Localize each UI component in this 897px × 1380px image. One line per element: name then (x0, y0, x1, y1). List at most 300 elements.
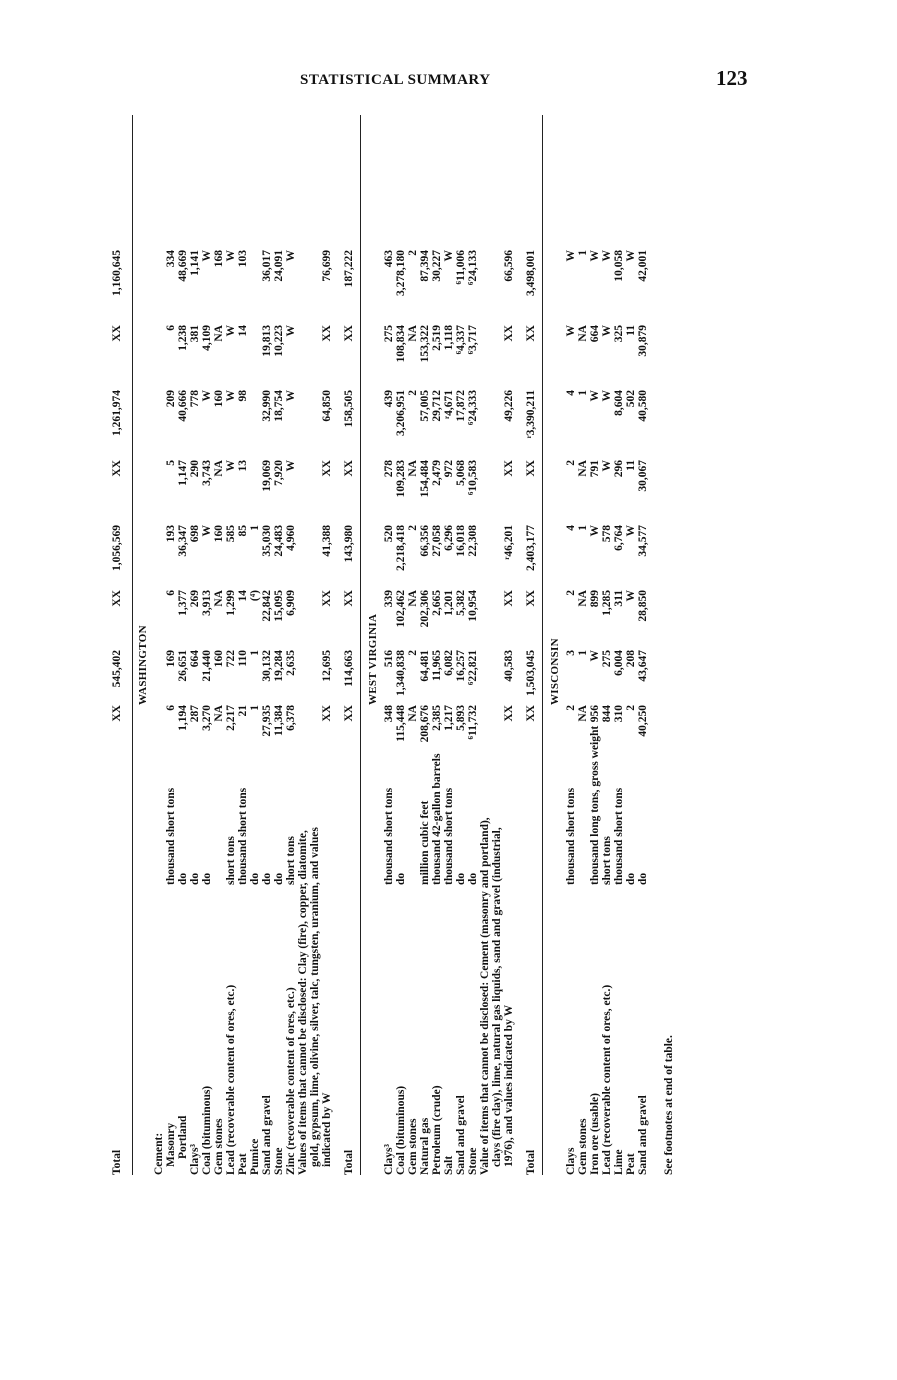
section-1-row-7-value-5: W (225, 460, 237, 472)
section-1-row-15-label: indicated by W (321, 1092, 333, 1167)
section-1-row-3-value-4: 36,347 (177, 525, 189, 557)
section-2-row-4-unit: million cubic feet (419, 800, 431, 885)
section-2-row-2-value-7: 108,834 (395, 325, 407, 363)
section-2-row-7-value-6: 17,872 (455, 390, 467, 422)
section-3-row-2-value-8: 1 (577, 250, 589, 256)
section-3-row-5-value-8: 10,058 (613, 250, 625, 282)
section-3-row-4-value-4: 578 (601, 525, 613, 543)
section-3-row-7-value-2: 43,647 (637, 650, 649, 682)
section-3-row-7-value-6: 40,580 (637, 390, 649, 422)
section-1-divider (360, 115, 361, 1175)
section-2-row-9-label: Value of items that cannot be disclosed: Cement (masonry and portland), (479, 817, 491, 1175)
section-2-row-4-value-4: 66,356 (419, 525, 431, 557)
section-1-row-15-value-2: 12,695 (321, 650, 333, 682)
section-1-row-8-value-1: 21 (237, 705, 249, 717)
section-2-row-1-value-7: 275 (383, 325, 395, 343)
section-3-row-6-value-5: 11 (625, 460, 637, 471)
section-3-row-1-value-3: 2 (565, 590, 577, 596)
section-2-row-1-value-2: 516 (383, 650, 395, 668)
section-3-row-6-value-7: 11 (625, 325, 637, 336)
top-total-value-3: XX (111, 590, 123, 607)
section-3-row-4-value-3: 1,285 (601, 590, 613, 616)
section-2-row-4-value-3: 202,306 (419, 590, 431, 628)
section-3-row-4-value-1: 844 (601, 705, 613, 723)
section-1-row-6-value-6: 160 (213, 390, 225, 408)
section-2-row-4-value-1: 208,676 (419, 705, 431, 743)
section-1-row-6-value-4: 160 (213, 525, 225, 543)
section-3-row-1-value-1: 2 (565, 705, 577, 711)
section-1-row-11-label: Stone (273, 1147, 285, 1175)
section-2-row-5-unit: thousand 42-gallon barrels (431, 753, 443, 885)
section-1-row-4-unit: do (189, 872, 201, 885)
section-2-row-11-value-2: 40,583 (503, 650, 515, 682)
section-2-row-2-unit: do (395, 872, 407, 885)
section-1-total-value-4: 143,980 (343, 525, 355, 563)
section-1-row-3-label: Portland (177, 1115, 189, 1159)
section-2-row-8-value-7: ⁶3,717 (467, 325, 479, 355)
section-2-row-8-value-1: ⁶11,732 (467, 705, 479, 740)
section-1-total-label: Total (343, 1149, 355, 1175)
section-2-row-7-value-4: 16,018 (455, 525, 467, 557)
section-3-row-3-value-5: 791 (589, 460, 601, 478)
section-2-row-3-label: Gem stones (407, 1118, 419, 1175)
section-2-row-5-value-8: 30,227 (431, 250, 443, 282)
section-1-row-2-value-5: 5 (165, 460, 177, 466)
section-2-row-7-unit: do (455, 872, 467, 885)
section-1-row-11-value-2: 19,284 (273, 650, 285, 682)
section-1-row-8-value-2: 110 (237, 650, 249, 667)
section-1-row-7-unit: short tons (225, 836, 237, 885)
section-3-row-5-value-4: 6,764 (613, 525, 625, 551)
section-1-total-value-6: 158,505 (343, 390, 355, 428)
section-3-row-4-label: Lead (recoverable content of ores, etc.) (601, 984, 613, 1175)
section-3-row-1-value-4: 4 (565, 525, 577, 531)
section-1-row-6-value-7: NA (213, 325, 225, 342)
section-3-row-2-label: Gem stones (577, 1118, 589, 1175)
section-2-row-3-value-2: 2 (407, 650, 419, 656)
section-1-row-3-value-6: 40,666 (177, 390, 189, 422)
section-3-row-6-value-6: 502 (625, 390, 637, 408)
section-2-row-4-label: Natural gas (419, 1117, 431, 1175)
section-3-row-6-unit: do (625, 872, 637, 885)
divider-line (132, 115, 133, 1175)
section-3-row-2-value-3: NA (577, 590, 589, 607)
section-2-row-1-value-6: 439 (383, 390, 395, 408)
section-1-row-12-value-7: W (285, 325, 297, 337)
section-3-row-6-value-8: W (625, 250, 637, 262)
section-1-row-10-value-7: 19,813 (261, 325, 273, 357)
page-number: 123 (716, 66, 748, 90)
section-1-row-7-value-6: W (225, 390, 237, 402)
section-1-row-12-value-8: W (285, 250, 297, 262)
section-3-row-4-value-5: W (601, 460, 613, 472)
section-1-row-5-value-2: 21,440 (201, 650, 213, 682)
section-1-row-10-value-2: 30,132 (261, 650, 273, 682)
section-3-row-2-value-6: 1 (577, 390, 589, 396)
section-2-total-value-2: 1,503,045 (525, 650, 537, 696)
section-1-row-4-value-6: 778 (189, 390, 201, 408)
section-1-total-value-1: XX (343, 705, 355, 722)
section-2-state-heading: WEST VIRGINIA (367, 613, 379, 705)
section-1-row-4-value-7: 381 (189, 325, 201, 343)
section-1-row-6-value-3: NA (213, 590, 225, 607)
section-1-row-12-unit: short tons (285, 836, 297, 885)
section-1-row-15-value-8: 76,699 (321, 250, 333, 282)
section-2-row-8-value-2: ⁶22,821 (467, 650, 479, 686)
section-1-row-7-value-2: 722 (225, 650, 237, 668)
section-1-row-8-unit: thousand short tons (237, 787, 249, 885)
section-1-row-12-value-1: 6,378 (285, 705, 297, 731)
section-3-row-5-value-1: 310 (613, 705, 625, 723)
footnote-text: See footnotes at end of table. (663, 1035, 675, 1175)
section-3-row-7-value-8: 42,001 (637, 250, 649, 282)
section-2-row-1-value-4: 520 (383, 525, 395, 543)
section-2-row-11-value-7: XX (503, 325, 515, 342)
section-2-row-8-value-3: 10,954 (467, 590, 479, 622)
section-1-row-3-unit: do (177, 872, 189, 885)
section-1-row-2-value-2: 169 (165, 650, 177, 668)
section-3-row-4-value-6: W (601, 390, 613, 402)
section-2-row-4-value-7: 153,322 (419, 325, 431, 363)
section-1-row-12-value-4: 4,960 (285, 525, 297, 551)
section-1-row-13-label: Values of items that cannot be disclosed: Clay (fire), copper, diatomite, (297, 830, 309, 1175)
section-1-row-5-unit: do (201, 872, 213, 885)
section-2-row-7-value-5: 5,068 (455, 460, 467, 486)
section-1-row-12-value-3: 6,909 (285, 590, 297, 616)
section-2-row-3-value-1: NA (407, 705, 419, 722)
section-2-row-7-label: Sand and gravel (455, 1095, 467, 1175)
section-1-row-3-value-5: 1,147 (177, 460, 189, 486)
section-1-row-2-value-1: 6 (165, 705, 177, 711)
section-2-row-10-label: clays (fire clay), lime, natural gas liquids, sand and gravel (industrial, (491, 827, 503, 1167)
statistical-table (110, 115, 700, 1175)
section-1-row-15-value-3: XX (321, 590, 333, 607)
section-1-row-3-value-8: 48,669 (177, 250, 189, 282)
section-2-total-value-3: XX (525, 590, 537, 607)
section-2-row-2-value-2: 1,340,838 (395, 650, 407, 696)
section-2-row-5-value-6: 29,712 (431, 390, 443, 422)
section-1-row-11-value-6: 18,754 (273, 390, 285, 422)
section-3-row-3-value-7: 664 (589, 325, 601, 343)
section-1-row-6-value-5: NA (213, 460, 225, 477)
section-2-row-11-value-5: XX (503, 460, 515, 477)
section-2-row-6-value-6: ʳ4,671 (443, 390, 455, 419)
section-1-row-10-value-1: 27,935 (261, 705, 273, 737)
section-1-row-3-value-3: 1,377 (177, 590, 189, 616)
section-2-row-1-value-1: 348 (383, 705, 395, 723)
section-2-row-11-value-1: XX (503, 705, 515, 722)
section-1-row-5-label: Coal (bituminous) (201, 1085, 213, 1175)
section-2-row-2-value-4: 2,218,418 (395, 525, 407, 571)
section-3-row-5-value-5: 296 (613, 460, 625, 478)
top-total-label: Total (111, 1149, 123, 1175)
section-3-row-3-value-6: W (589, 390, 601, 402)
section-3-row-2-value-2: 1 (577, 650, 589, 656)
section-1-total-value-8: 187,222 (343, 250, 355, 288)
section-3-row-6-value-3: W (625, 590, 637, 602)
section-3-row-7-value-3: 28,850 (637, 590, 649, 622)
section-1-row-6-value-8: 168 (213, 250, 225, 268)
section-2-total-value-1: XX (525, 705, 537, 722)
section-3-row-5-unit: thousand short tons (613, 787, 625, 885)
section-1-row-15-value-6: 64,850 (321, 390, 333, 422)
section-1-row-2-value-4: 193 (165, 525, 177, 543)
section-1-row-8-label: Peat (237, 1153, 249, 1175)
section-1-row-2-value-7: 6 (165, 325, 177, 331)
section-1-row-3-value-7: 1,238 (177, 325, 189, 351)
section-1-row-11-value-1: 11,384 (273, 705, 285, 736)
top-total-value-4: 1,056,569 (111, 525, 123, 571)
section-3-row-1-unit: thousand short tons (565, 787, 577, 885)
section-2-row-3-value-7: NA (407, 325, 419, 342)
section-1-row-4-value-3: 269 (189, 590, 201, 608)
section-2-row-7-value-2: 16,257 (455, 650, 467, 682)
section-1-row-14-label: gold, gypsum, lime, olivine, silver, talc, tungsten, uranium, and values (309, 827, 321, 1167)
section-1-row-9-value-2: 1 (249, 650, 261, 656)
section-2-total-value-7: XX (525, 325, 537, 342)
section-2-row-11-value-3: XX (503, 590, 515, 607)
section-2-row-6-value-2: 6,082 (443, 650, 455, 676)
section-1-row-15-value-5: XX (321, 460, 333, 477)
section-3-row-3-value-8: W (589, 250, 601, 262)
section-3-row-5-value-7: 325 (613, 325, 625, 343)
section-2-row-4-value-5: 154,484 (419, 460, 431, 498)
section-2-row-6-value-1: 1,217 (443, 705, 455, 731)
section-2-row-5-value-1: 2,385 (431, 705, 443, 731)
section-2-total-label: Total (525, 1149, 537, 1175)
section-2-row-6-value-3: 1,201 (443, 590, 455, 616)
section-1-row-5-value-4: W (201, 525, 213, 537)
section-1-row-6-label: Gem stones (213, 1118, 225, 1175)
section-3-row-6-label: Peat (625, 1153, 637, 1175)
section-2-row-5-value-2: 11,965 (431, 650, 443, 681)
section-2-row-3-value-5: NA (407, 460, 419, 477)
section-3-row-7-value-5: 30,067 (637, 460, 649, 492)
section-2-row-8-value-4: 22,308 (467, 525, 479, 557)
section-3-row-7-value-7: 30,879 (637, 325, 649, 357)
section-3-row-6-value-2: 208 (625, 650, 637, 668)
section-2-row-2-value-5: 109,283 (395, 460, 407, 498)
section-1-row-5-value-8: W (201, 250, 213, 262)
section-2-row-5-value-7: 2,519 (431, 325, 443, 351)
section-2-row-8-unit: do (467, 872, 479, 885)
section-2-row-8-value-8: ⁶24,133 (467, 250, 479, 286)
section-2-row-7-value-8: ⁶11,006 (455, 250, 467, 285)
section-1-row-9-unit: do (249, 872, 261, 885)
section-1-row-7-value-4: 585 (225, 525, 237, 543)
section-1-row-5-value-1: 3,270 (201, 705, 213, 731)
section-1-row-8-value-7: 14 (237, 325, 249, 337)
section-2-total-value-8: 3,498,001 (525, 250, 537, 296)
section-3-state-heading: WISCONSIN (549, 638, 561, 705)
page-header-title: STATISTICAL SUMMARY (300, 72, 491, 88)
section-1-row-9-label: Pumice (249, 1138, 261, 1175)
section-2-row-5-label: Petroleum (crude) (431, 1085, 443, 1175)
section-2-row-1-unit: thousand short tons (383, 787, 395, 885)
section-1-row-8-value-5: 13 (237, 460, 249, 472)
section-1-row-12-value-2: 2,635 (285, 650, 297, 676)
section-1-row-7-value-8: W (225, 250, 237, 262)
section-1-row-2-value-6: 209 (165, 390, 177, 408)
section-1-row-5-value-6: W (201, 390, 213, 402)
section-2-row-1-label: Clays³ (383, 1144, 395, 1175)
section-2-row-4-value-8: 87,394 (419, 250, 431, 282)
section-3-row-1-value-6: 4 (565, 390, 577, 396)
section-2-row-2-value-6: 3,206,951 (395, 390, 407, 436)
section-3-row-3-label: Iron ore (usable) (589, 1093, 601, 1175)
section-3-row-6-value-1: 2 (625, 705, 637, 711)
section-1-row-10-value-8: 36,017 (261, 250, 273, 282)
section-3-row-1-value-2: 3 (565, 650, 577, 656)
section-3-row-5-value-6: 8,604 (613, 390, 625, 416)
section-1-row-10-unit: do (261, 872, 273, 885)
section-3-row-2-value-4: 1 (577, 525, 589, 531)
section-1-row-5-value-3: 3,913 (201, 590, 213, 616)
section-3-row-2-value-7: NA (577, 325, 589, 342)
section-2-row-11-value-4: ʳ46,201 (503, 525, 515, 560)
section-2-row-3-value-4: 2 (407, 525, 419, 531)
section-1-row-4-value-4: 698 (189, 525, 201, 543)
section-1-row-10-label: Sand and gravel (261, 1095, 273, 1175)
section-1-row-10-value-6: 32,990 (261, 390, 273, 422)
section-2-row-4-value-2: 64,481 (419, 650, 431, 682)
section-2-row-6-label: Salt (443, 1155, 455, 1175)
section-2-row-7-value-7: ⁶4,337 (455, 325, 467, 355)
section-1-row-15-value-7: XX (321, 325, 333, 342)
section-1-row-7-label: Lead (recoverable content of ores, etc.) (225, 984, 237, 1175)
section-1-row-2-unit: thousand short tons (165, 787, 177, 885)
section-2-row-1-value-8: 463 (383, 250, 395, 268)
section-1-row-5-value-7: 4,109 (201, 325, 213, 351)
section-2-row-5-value-5: 2,479 (431, 460, 443, 486)
top-total-value-6: 1,261,974 (111, 390, 123, 436)
section-3-row-4-value-2: 275 (601, 650, 613, 668)
section-3-row-7-label: Sand and gravel (637, 1095, 649, 1175)
section-1-row-10-value-4: 35,030 (261, 525, 273, 557)
section-2-row-11-label: 1976), and values indicated by W (503, 1004, 515, 1167)
section-1-row-4-value-2: 664 (189, 650, 201, 668)
section-2-row-2-value-3: 102,462 (395, 590, 407, 628)
section-1-row-8-value-6: 98 (237, 390, 249, 402)
section-1-row-7-value-3: 1,299 (225, 590, 237, 616)
section-2-row-2-label: Coal (bituminous) (395, 1085, 407, 1175)
section-3-row-7-value-4: 34,577 (637, 525, 649, 557)
section-1-row-11-value-4: 24,483 (273, 525, 285, 557)
section-3-row-4-value-7: W (601, 325, 613, 337)
section-3-row-7-unit: do (637, 872, 649, 885)
section-1-row-4-value-5: 290 (189, 460, 201, 478)
section-3-row-1-value-8: W (565, 250, 577, 262)
section-1-row-2-value-8: 334 (165, 250, 177, 268)
section-3-row-1-value-7: W (565, 325, 577, 337)
section-1-row-12-label: Zinc (recoverable content of ores, etc.) (285, 987, 297, 1175)
section-2-row-4-value-6: 57,005 (419, 390, 431, 422)
section-2-row-8-value-5: ⁶10,583 (467, 460, 479, 496)
section-1-row-12-value-6: W (285, 390, 297, 402)
section-3-row-2-value-5: NA (577, 460, 589, 477)
section-2-row-3-value-8: 2 (407, 250, 419, 256)
section-1-row-10-value-5: 19,069 (261, 460, 273, 492)
section-2-row-7-value-3: 5,382 (455, 590, 467, 616)
section-1-row-4-value-1: 287 (189, 705, 201, 723)
section-1-total-value-7: XX (343, 325, 355, 342)
section-3-row-4-value-8: W (601, 250, 613, 262)
section-2-divider (542, 115, 543, 1175)
section-3-row-3-value-2: W (589, 650, 601, 662)
section-1-row-8-value-4: 85 (237, 525, 249, 537)
section-3-row-1-value-5: 2 (565, 460, 577, 466)
section-1-row-2-value-3: 6 (165, 590, 177, 596)
section-1-row-4-value-8: 1,141 (189, 250, 201, 276)
top-total-value-7: XX (111, 325, 123, 342)
section-1-row-8-value-8: 103 (237, 250, 249, 268)
section-2-total-value-4: 2,403,177 (525, 525, 537, 571)
section-1-row-6-value-1: NA (213, 705, 225, 722)
section-2-row-6-value-5: 972 (443, 460, 455, 478)
section-2-row-5-value-4: 27,058 (431, 525, 443, 557)
top-total-value-5: XX (111, 460, 123, 477)
section-1-row-6-value-2: 160 (213, 650, 225, 668)
section-2-total-value-6: ʳ3,390,211 (525, 390, 537, 439)
section-1-row-15-value-1: XX (321, 705, 333, 722)
section-1-row-4-label: Clays³ (189, 1144, 201, 1175)
section-1-total-value-3: XX (343, 590, 355, 607)
section-1-state-heading: WASHINGTON (137, 625, 149, 705)
section-2-row-6-value-8: W (443, 250, 455, 262)
section-2-row-8-value-6: ⁶24,333 (467, 390, 479, 426)
section-1-row-7-value-1: 2,217 (225, 705, 237, 731)
section-1-row-3-value-1: 1,194 (177, 705, 189, 731)
section-2-row-6-value-7: 1,118 (443, 325, 455, 351)
section-3-row-7-value-1: 40,250 (637, 705, 649, 737)
section-2-row-2-value-1: 115,448 (395, 705, 407, 742)
section-3-row-5-value-2: 6,004 (613, 650, 625, 676)
section-1-row-5-value-5: 3,743 (201, 460, 213, 486)
section-1-row-9-value-4: 1 (249, 525, 261, 531)
top-total-value-1: XX (111, 705, 123, 722)
section-1-row-15-value-4: 41,388 (321, 525, 333, 557)
section-2-row-7-value-1: 5,893 (455, 705, 467, 731)
section-2-row-8-label: Stone (467, 1147, 479, 1175)
section-1-row-11-value-3: 15,095 (273, 590, 285, 622)
section-1-row-11-value-8: 24,091 (273, 250, 285, 282)
section-1-row-2-label: Masonry (165, 1122, 177, 1167)
section-1-row-11-unit: do (273, 872, 285, 885)
section-3-row-5-value-3: 311 (613, 590, 625, 607)
top-total-value-8: 1,160,645 (111, 250, 123, 296)
section-1-row-8-value-3: 14 (237, 590, 249, 602)
section-2-row-6-unit: thousand short tons (443, 787, 455, 885)
section-3-row-3-value-1: 956 (589, 705, 601, 723)
section-2-row-2-value-8: 3,278,180 (395, 250, 407, 296)
section-3-row-5-label: Lime (613, 1149, 625, 1175)
section-3-row-3-unit: thousand long tons, gross weight (589, 725, 601, 885)
section-1-row-11-value-5: 7,920 (273, 460, 285, 486)
section-2-row-1-value-3: 339 (383, 590, 395, 608)
section-1-row-9-value-3: (⁴) (249, 590, 261, 602)
section-1-row-9-value-1: 1 (249, 705, 261, 711)
top-total-value-2: 545,402 (111, 650, 123, 688)
section-2-row-3-value-3: NA (407, 590, 419, 607)
section-2-row-1-value-5: 278 (383, 460, 395, 478)
section-2-row-3-value-6: 2 (407, 390, 419, 396)
section-3-row-3-value-3: 899 (589, 590, 601, 608)
section-2-row-6-value-4: 6,296 (443, 525, 455, 551)
section-1-row-1-label: Cement: (153, 1132, 165, 1175)
section-2-row-11-value-6: 49,226 (503, 390, 515, 422)
section-2-total-value-5: XX (525, 460, 537, 477)
section-1-row-11-value-7: 10,223 (273, 325, 285, 357)
